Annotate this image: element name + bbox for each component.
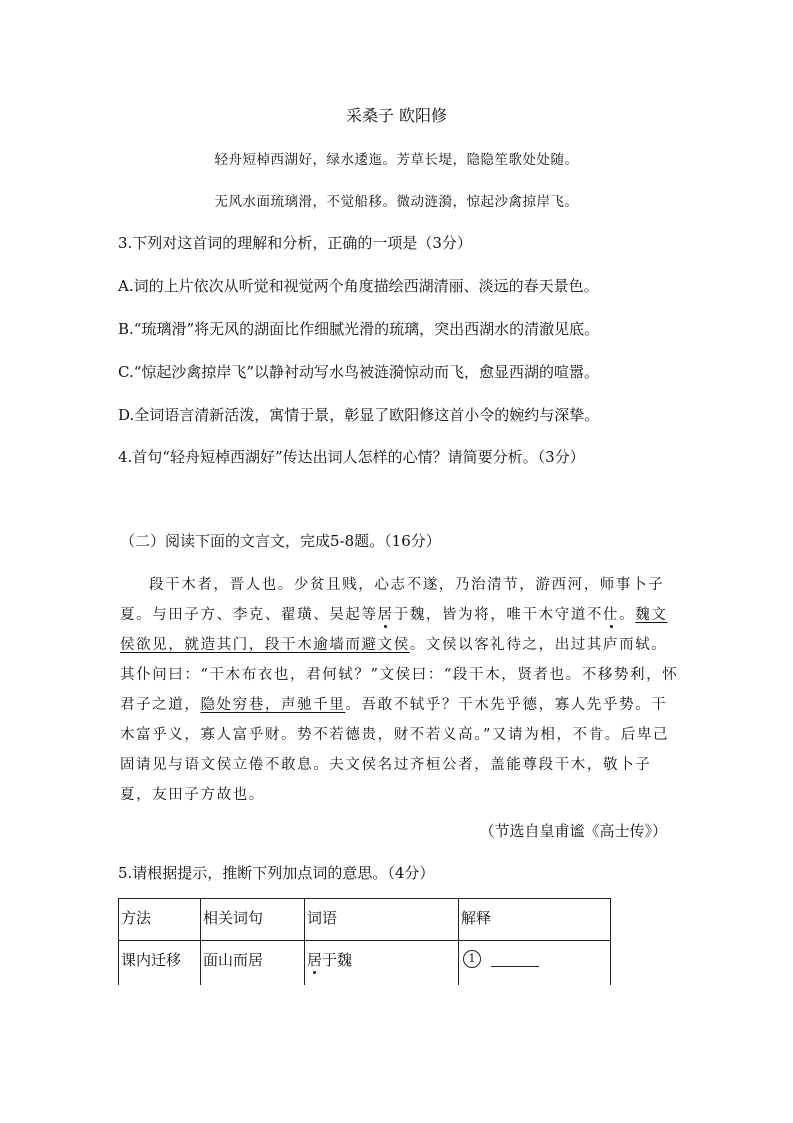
question-3-stem: 3.下列对这首词的理解和分析，正确的一项是（3分） <box>118 234 472 252</box>
question-3-option-b: B.“琉璃滑”将无风的湖面比作细腻光滑的琉璃，突出西湖水的清澈见底。 <box>118 320 600 338</box>
table-header-cell: 相关词句 <box>201 899 305 941</box>
table-header-cell: 词语 <box>305 899 459 941</box>
table-cell-word <box>305 941 459 985</box>
circled-number: 1 <box>463 950 481 968</box>
table-cell-answer <box>459 941 611 985</box>
dotted-word-ju: 居 <box>377 607 394 623</box>
dotted-word-ju: 居 <box>307 951 323 969</box>
table-row <box>119 941 611 985</box>
classical-passage <box>120 570 680 810</box>
underlined-sentence-2: 隐处穷巷，声驰千里 <box>200 697 346 713</box>
question-3-option-c: C.“惊起沙禽掠岸飞”以静衬动写水鸟被涟漪惊动而飞，愈显西湖的喧嚣。 <box>118 363 600 381</box>
inference-table <box>118 898 611 985</box>
passage-text: 。吾敢不轼乎？干木先乎德，寡人先乎势。干木富乎义，寡人富乎财。势不若德贵，财不若义高。”又请为相，不肯。后卑己固请见与语文侯立倦不敢息。夫文侯名过齐桓公者，盖能尊段干木，敬卜子夏，友田子方故也。 <box>120 697 670 803</box>
table-cell-related: 面山而居 <box>201 941 305 985</box>
answer-blank[interactable] <box>491 952 539 967</box>
table-header-cell: 方法 <box>119 899 201 941</box>
table-header-row <box>119 899 611 941</box>
passage-paragraph <box>120 570 680 810</box>
question-5-stem: 5.请根据提示，推断下列加点词的意思。（4分） <box>118 864 435 882</box>
question-3-option-a: A.词的上片依次从听觉和视觉两个角度描绘西湖清丽、淡远的春天景色。 <box>118 277 599 295</box>
table-header-cell: 解释 <box>459 899 611 941</box>
dotted-word-shi: 仕 <box>603 607 620 623</box>
word-rest: 于魏 <box>322 951 353 969</box>
question-3-option-d: D.全词语言清新活泼，寓情于景，彰显了欧阳修这首小令的婉约与深挚。 <box>118 406 600 424</box>
passage-text: 。文侯以客礼待之，出过其庐而轼。其仆问曰：“干木布衣也，君何轼？”文侯曰：“段干木，贤者也。不移势利，怀君子之道， <box>120 637 679 713</box>
passage-text: 。 <box>619 607 636 623</box>
passage-text: 于魏，皆为将，唯干木守道不 <box>393 607 604 623</box>
poem-line-1: 轻舟短棹西湖好，绿水逶迤。芳草长堤，隐隐笙歌处处随。 <box>214 152 579 168</box>
passage-source: （节选自皇甫谧《高士传》） <box>479 822 667 840</box>
table-cell-method: 课内迁移 <box>119 941 201 985</box>
poem-line-2: 无风水面琉璃滑，不觉船移。微动涟漪，惊起沙禽掠岸飞。 <box>214 194 579 210</box>
section-2-heading: （二）阅读下面的文言文，完成5-8题。（16分） <box>120 532 441 550</box>
poem-title: 采桑子 欧阳修 <box>345 106 448 125</box>
passage-text: 段干木者，晋人也。少贫且贱，心志不遂，乃治清节，游西河，师事卜子夏。与田子方、李克、翟璜、吴起等 <box>120 577 665 623</box>
question-4-stem: 4.首句“轻舟短棹西湖好”传达出词人怎样的心情？请简要分析。（3分） <box>118 448 585 466</box>
underlined-sentence-1: 魏文侯欲见，就造其门，段干木逾墙而避文侯 <box>120 607 668 653</box>
